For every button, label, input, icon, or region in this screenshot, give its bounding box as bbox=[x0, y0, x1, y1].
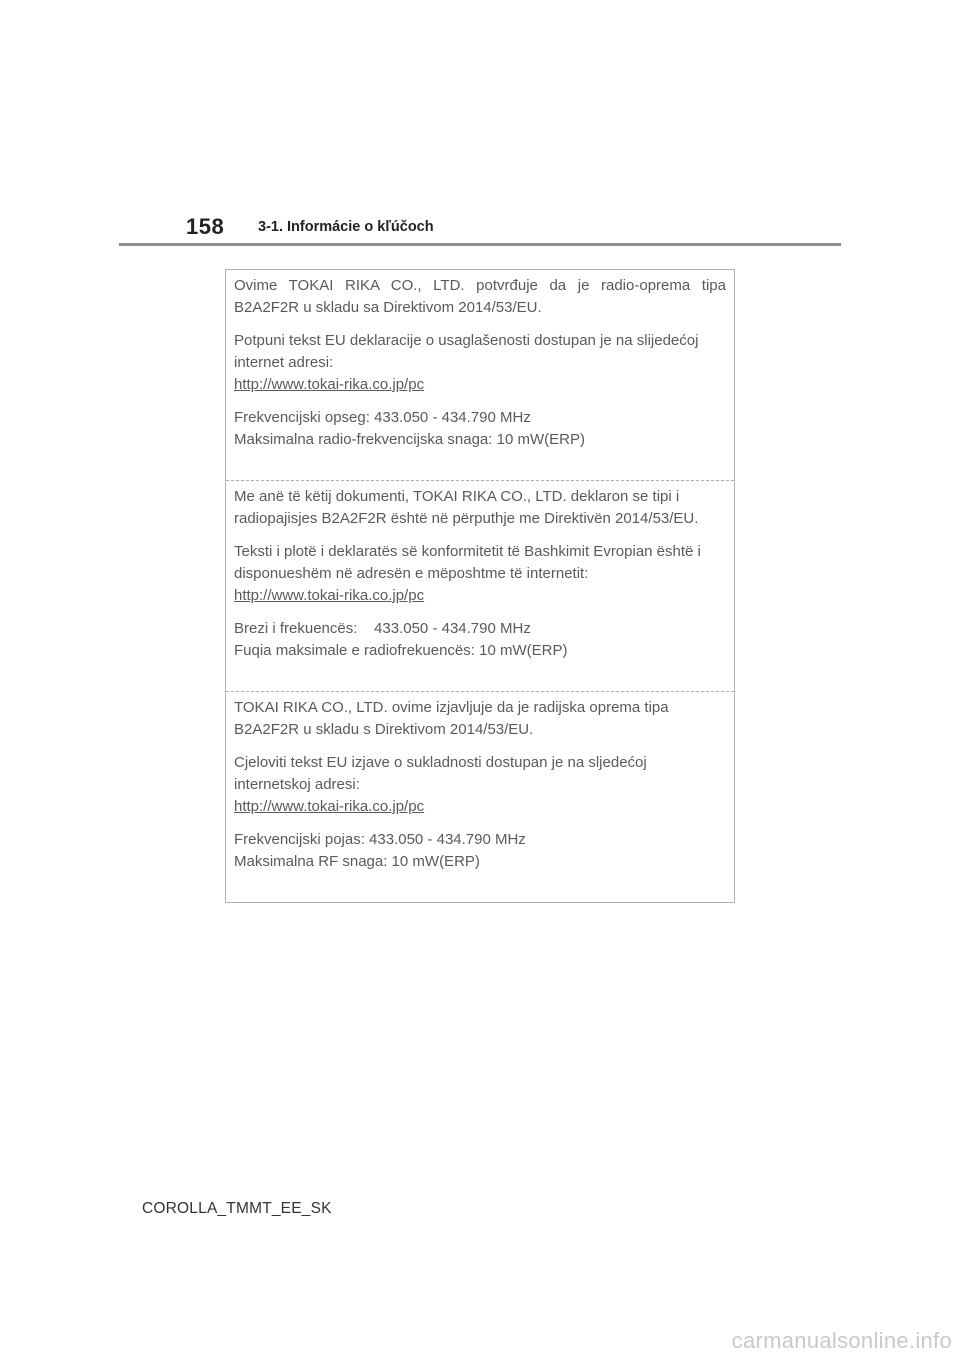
declaration-url-link[interactable]: http://www.tokai-rika.co.jp/pc bbox=[234, 798, 425, 815]
conformity-statement-line: TOKAI RIKA CO., LTD. ovime izjavljuje da je radijska oprema tipa bbox=[234, 699, 669, 716]
max-power: Fuqia maksimale e radiofrekuencës: 10 mW(ERP) bbox=[234, 642, 568, 659]
max-power: Maksimalna RF snaga: 10 mW(ERP) bbox=[234, 853, 480, 870]
frequency-range: Brezi i frekuencës: 433.050 - 434.790 MHz bbox=[234, 620, 531, 637]
full-text-notice-line: internetskoj adresi: bbox=[234, 776, 360, 793]
full-text-notice-line: Teksti i plotë i deklaratës së konformitetit të Bashkimit Evropian është i bbox=[234, 543, 701, 560]
conformity-statement-line: B2A2F2R u skladu s Direktivom 2014/53/EU. bbox=[234, 721, 534, 738]
full-text-notice-line: Cjeloviti tekst EU izjave o sukladnosti dostupan je na sljedećoj bbox=[234, 754, 647, 771]
declaration-section-albanian bbox=[226, 480, 734, 691]
page-number: 158 bbox=[186, 214, 225, 239]
declaration-url-link[interactable]: http://www.tokai-rika.co.jp/pc bbox=[234, 376, 425, 393]
full-text-notice-line: disponueshëm në adresën e mëposhtme të internetit: bbox=[234, 565, 589, 582]
frequency-range: Frekvencijski opseg: 433.050 - 434.790 MHz bbox=[234, 409, 531, 426]
declaration-section-bosnian bbox=[226, 270, 734, 480]
declaration-box bbox=[225, 269, 735, 903]
full-text-notice-line: Potpuni tekst EU deklaracije o usaglašenosti dostupan je na slijedećoj bbox=[234, 332, 699, 349]
conformity-statement-line: Me anë të këtij dokumenti, TOKAI RIKA CO., LTD. deklaron se tipi i bbox=[234, 488, 680, 505]
conformity-statement-line: B2A2F2R u skladu sa Direktivom 2014/53/EU. bbox=[234, 299, 542, 316]
full-text-notice-line: internet adresi: bbox=[234, 354, 334, 371]
declaration-url-link[interactable]: http://www.tokai-rika.co.jp/pc bbox=[234, 587, 425, 604]
conformity-statement-line: Ovime TOKAI RIKA CO., LTD. potvrđuje da je radio-oprema tipa bbox=[234, 277, 726, 294]
document-id: COROLLA_TMMT_EE_SK bbox=[142, 1200, 332, 1217]
frequency-range: Frekvencijski pojas: 433.050 - 434.790 MHz bbox=[234, 831, 526, 848]
declaration-section-croatian bbox=[226, 691, 734, 902]
max-power: Maksimalna radio-frekvencijska snaga: 10 mW(ERP) bbox=[234, 431, 585, 448]
watermark: carmanualsonline.info bbox=[731, 1328, 952, 1353]
header-divider bbox=[119, 243, 841, 246]
section-title: 3-1. Informácie o kľúčoch bbox=[258, 219, 434, 235]
conformity-statement-line: radiopajisjes B2A2F2R është në përputhje me Direktivën 2014/53/EU. bbox=[234, 510, 699, 527]
